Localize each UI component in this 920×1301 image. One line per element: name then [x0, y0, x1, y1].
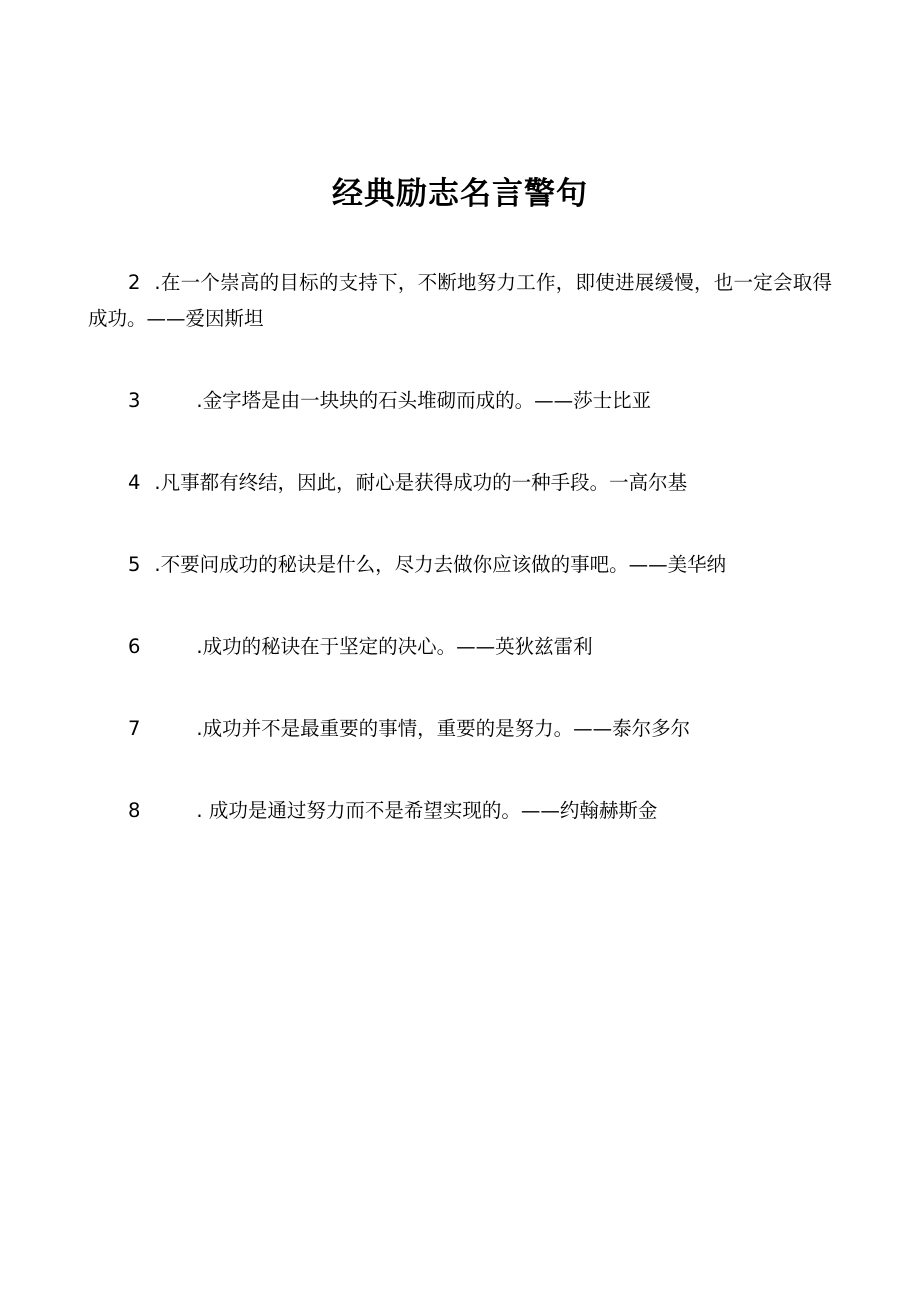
list-item [88, 383, 832, 419]
list-item [88, 793, 832, 829]
item-number: 6 [128, 635, 141, 659]
item-text: .不要问成功的秘诀是什么，尽力去做你应该做的事吧。——美华纳 [154, 553, 727, 577]
item-text: . 成功是通过努力而不是希望实现的。——约翰赫斯金 [196, 799, 658, 823]
item-number: 3 [128, 389, 141, 413]
item-text: .凡事都有终结，因此，耐心是获得成功的一种手段。一高尔基 [154, 471, 688, 495]
item-number: 5 [128, 553, 141, 577]
quote-list [88, 265, 832, 829]
list-item [88, 711, 832, 747]
list-item [88, 547, 832, 583]
item-number: 8 [128, 799, 141, 823]
item-number: 4 [128, 471, 141, 495]
page-title: 经典励志名言警句 [332, 176, 588, 212]
list-item [88, 465, 832, 501]
list-item [88, 629, 832, 665]
item-text: .金字塔是由一块块的石头堆砌而成的。——莎士比亚 [196, 389, 652, 413]
list-item [88, 265, 832, 337]
item-number: 2 [128, 271, 141, 295]
item-text: .在一个崇高的目标的支持下，不断地努力工作，即使进展缓慢，也一定会取得成功。——爱因斯坦 [88, 271, 832, 331]
item-text: .成功并不是最重要的事情，重要的是努力。——泰尔多尔 [196, 717, 691, 741]
item-text: .成功的秘诀在于坚定的决心。——英狄兹雷利 [196, 635, 593, 659]
item-number: 7 [128, 717, 141, 741]
